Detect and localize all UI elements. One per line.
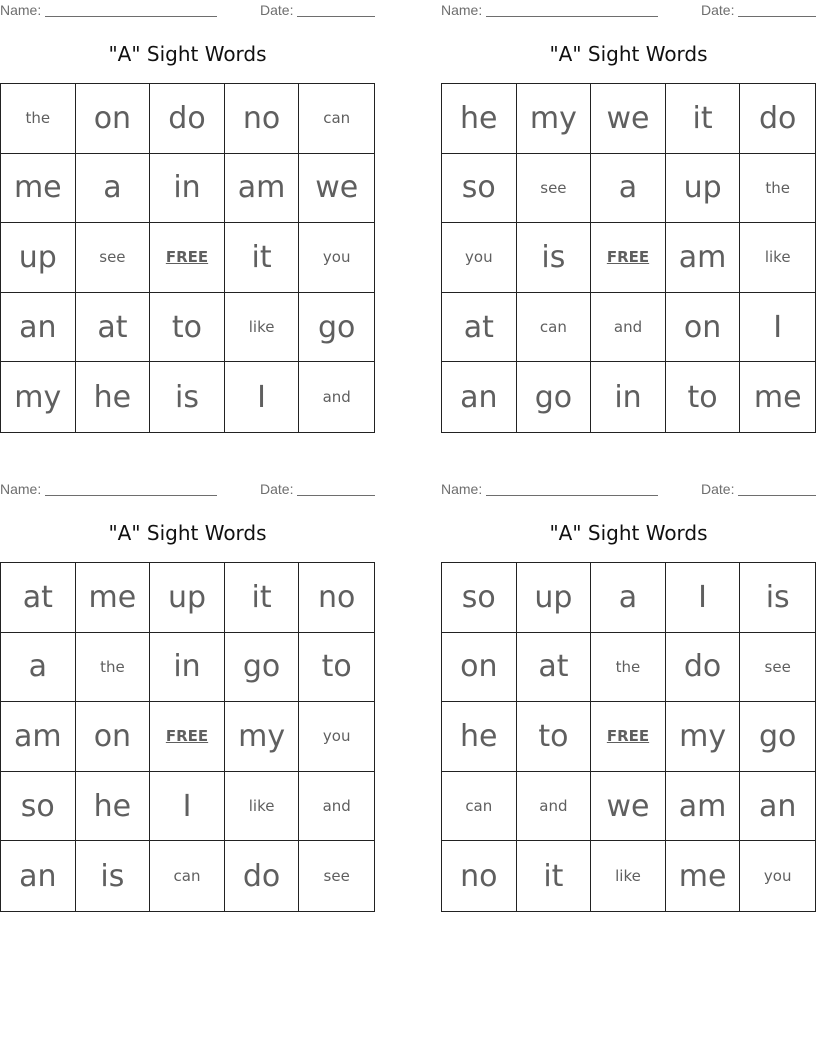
bingo-cell: am <box>666 772 741 842</box>
bingo-cell: the <box>740 154 815 224</box>
name-line <box>45 16 217 17</box>
bingo-grid <box>0 83 375 433</box>
bingo-cell: a <box>1 633 76 703</box>
date-label: Date: <box>260 481 294 497</box>
bingo-cell: like <box>225 293 300 363</box>
bingo-cell: to <box>666 362 741 432</box>
bingo-cell: am <box>666 223 741 293</box>
bingo-cell: a <box>591 154 666 224</box>
bingo-cell: I <box>666 563 741 633</box>
name-line <box>45 495 217 496</box>
bingo-cell: on <box>666 293 741 363</box>
bingo-cell: can <box>150 841 225 911</box>
bingo-cell: you <box>442 223 517 293</box>
bingo-cell: can <box>299 84 374 154</box>
bingo-cell: an <box>442 362 517 432</box>
bingo-cell: you <box>763 867 792 886</box>
bingo-cell: like <box>225 772 300 842</box>
bingo-cell: my <box>517 84 592 154</box>
bingo-cell: up <box>666 154 741 224</box>
card-title: "A" Sight Words <box>549 42 708 66</box>
bingo-cell: so <box>442 563 517 633</box>
free-space: FREE <box>591 223 666 293</box>
bingo-card-4 <box>441 479 816 919</box>
bingo-cell: at <box>76 293 151 363</box>
free-space: FREE <box>150 223 225 293</box>
card-title: "A" Sight Words <box>108 42 267 66</box>
date-line <box>297 495 375 496</box>
card-header <box>0 2 375 20</box>
bingo-cell: up <box>150 563 225 633</box>
bingo-cell: he <box>442 84 517 154</box>
bingo-cell: like <box>591 841 666 911</box>
bingo-cell: do <box>225 841 300 911</box>
name-line <box>486 16 658 17</box>
card-header <box>0 481 375 499</box>
bingo-cell: he <box>76 362 151 432</box>
bingo-cell: I <box>740 293 815 363</box>
bingo-cell: do <box>740 84 815 154</box>
bingo-cell: to <box>299 633 374 703</box>
bingo-cell: you <box>299 702 374 772</box>
date-line <box>297 16 375 17</box>
date-label: Date: <box>701 2 735 18</box>
bingo-cell: so <box>1 772 76 842</box>
bingo-cell: he <box>76 772 151 842</box>
bingo-cell: I <box>150 772 225 842</box>
bingo-cell: an <box>1 293 76 363</box>
bingo-cell: at <box>1 563 76 633</box>
bingo-cell: no <box>225 84 300 154</box>
bingo-cell: can <box>442 772 517 842</box>
bingo-cell: you <box>299 223 374 293</box>
bingo-cell: in <box>150 633 225 703</box>
bingo-grid <box>0 562 375 912</box>
bingo-cell: at <box>442 293 517 363</box>
name-line <box>486 495 658 496</box>
bingo-card-1 <box>0 0 375 440</box>
bingo-cell: to <box>150 293 225 363</box>
card-header <box>441 2 816 20</box>
bingo-cell: see <box>76 223 151 293</box>
bingo-cell: the <box>1 84 76 154</box>
bingo-cell: is <box>150 362 225 432</box>
bingo-cell: the <box>76 633 151 703</box>
bingo-cell: it <box>517 841 592 911</box>
bingo-cell: and <box>517 772 592 842</box>
bingo-cell: and <box>299 772 374 842</box>
bingo-cell: an <box>740 772 815 842</box>
bingo-cell: my <box>225 702 300 772</box>
bingo-cell: on <box>442 633 517 703</box>
card-title: "A" Sight Words <box>108 521 267 545</box>
bingo-cell: do <box>666 633 741 703</box>
bingo-cell: it <box>666 84 741 154</box>
bingo-cell: at <box>517 633 592 703</box>
name-label: Name: <box>0 2 42 18</box>
bingo-cell: like <box>740 223 815 293</box>
bingo-cell: is <box>76 841 151 911</box>
name-label: Name: <box>441 481 483 497</box>
bingo-card-3 <box>0 479 375 919</box>
bingo-cell: it <box>225 223 300 293</box>
bingo-cell: the <box>591 633 666 703</box>
bingo-cell: go <box>517 362 592 432</box>
bingo-cell: a <box>76 154 151 224</box>
bingo-cell: do <box>150 84 225 154</box>
bingo-cell: is <box>517 223 592 293</box>
date-line <box>738 495 816 496</box>
bingo-cell: and <box>322 388 351 407</box>
bingo-cell: me <box>753 379 802 415</box>
bingo-cell: go <box>225 633 300 703</box>
bingo-cell: in <box>591 362 666 432</box>
bingo-cell: to <box>517 702 592 772</box>
bingo-cell: me <box>76 563 151 633</box>
bingo-cell: we <box>299 154 374 224</box>
card-header <box>441 481 816 499</box>
bingo-cell: am <box>1 702 76 772</box>
bingo-cell: we <box>591 84 666 154</box>
date-label: Date: <box>701 481 735 497</box>
bingo-cell: we <box>591 772 666 842</box>
bingo-cell: go <box>299 293 374 363</box>
bingo-cell: no <box>299 563 374 633</box>
bingo-cell: on <box>76 702 151 772</box>
bingo-cell: me <box>666 841 741 911</box>
bingo-cell: can <box>517 293 592 363</box>
name-label: Name: <box>0 481 42 497</box>
bingo-cell: he <box>442 702 517 772</box>
bingo-cell: so <box>442 154 517 224</box>
bingo-cell: is <box>740 563 815 633</box>
bingo-cell: me <box>1 154 76 224</box>
bingo-cell: in <box>150 154 225 224</box>
bingo-cell: up <box>1 223 76 293</box>
bingo-cell: see <box>323 867 350 886</box>
name-label: Name: <box>441 2 483 18</box>
bingo-cell: go <box>740 702 815 772</box>
bingo-cell: no <box>442 841 517 911</box>
bingo-cell: on <box>76 84 151 154</box>
bingo-cell: an <box>1 841 76 911</box>
date-line <box>738 16 816 17</box>
bingo-cell: up <box>517 563 592 633</box>
bingo-cell: it <box>225 563 300 633</box>
card-title: "A" Sight Words <box>549 521 708 545</box>
bingo-grid <box>441 562 816 912</box>
bingo-cell: I <box>225 362 300 432</box>
bingo-cell: my <box>1 362 76 432</box>
free-space: FREE <box>150 702 225 772</box>
bingo-grid <box>441 83 816 433</box>
date-label: Date: <box>260 2 294 18</box>
bingo-cell: and <box>591 293 666 363</box>
bingo-cell: a <box>591 563 666 633</box>
bingo-card-2 <box>441 0 816 440</box>
bingo-cell: see <box>740 633 815 703</box>
bingo-cell: am <box>225 154 300 224</box>
bingo-cell: see <box>517 154 592 224</box>
free-space: FREE <box>591 702 666 772</box>
bingo-cell: my <box>666 702 741 772</box>
